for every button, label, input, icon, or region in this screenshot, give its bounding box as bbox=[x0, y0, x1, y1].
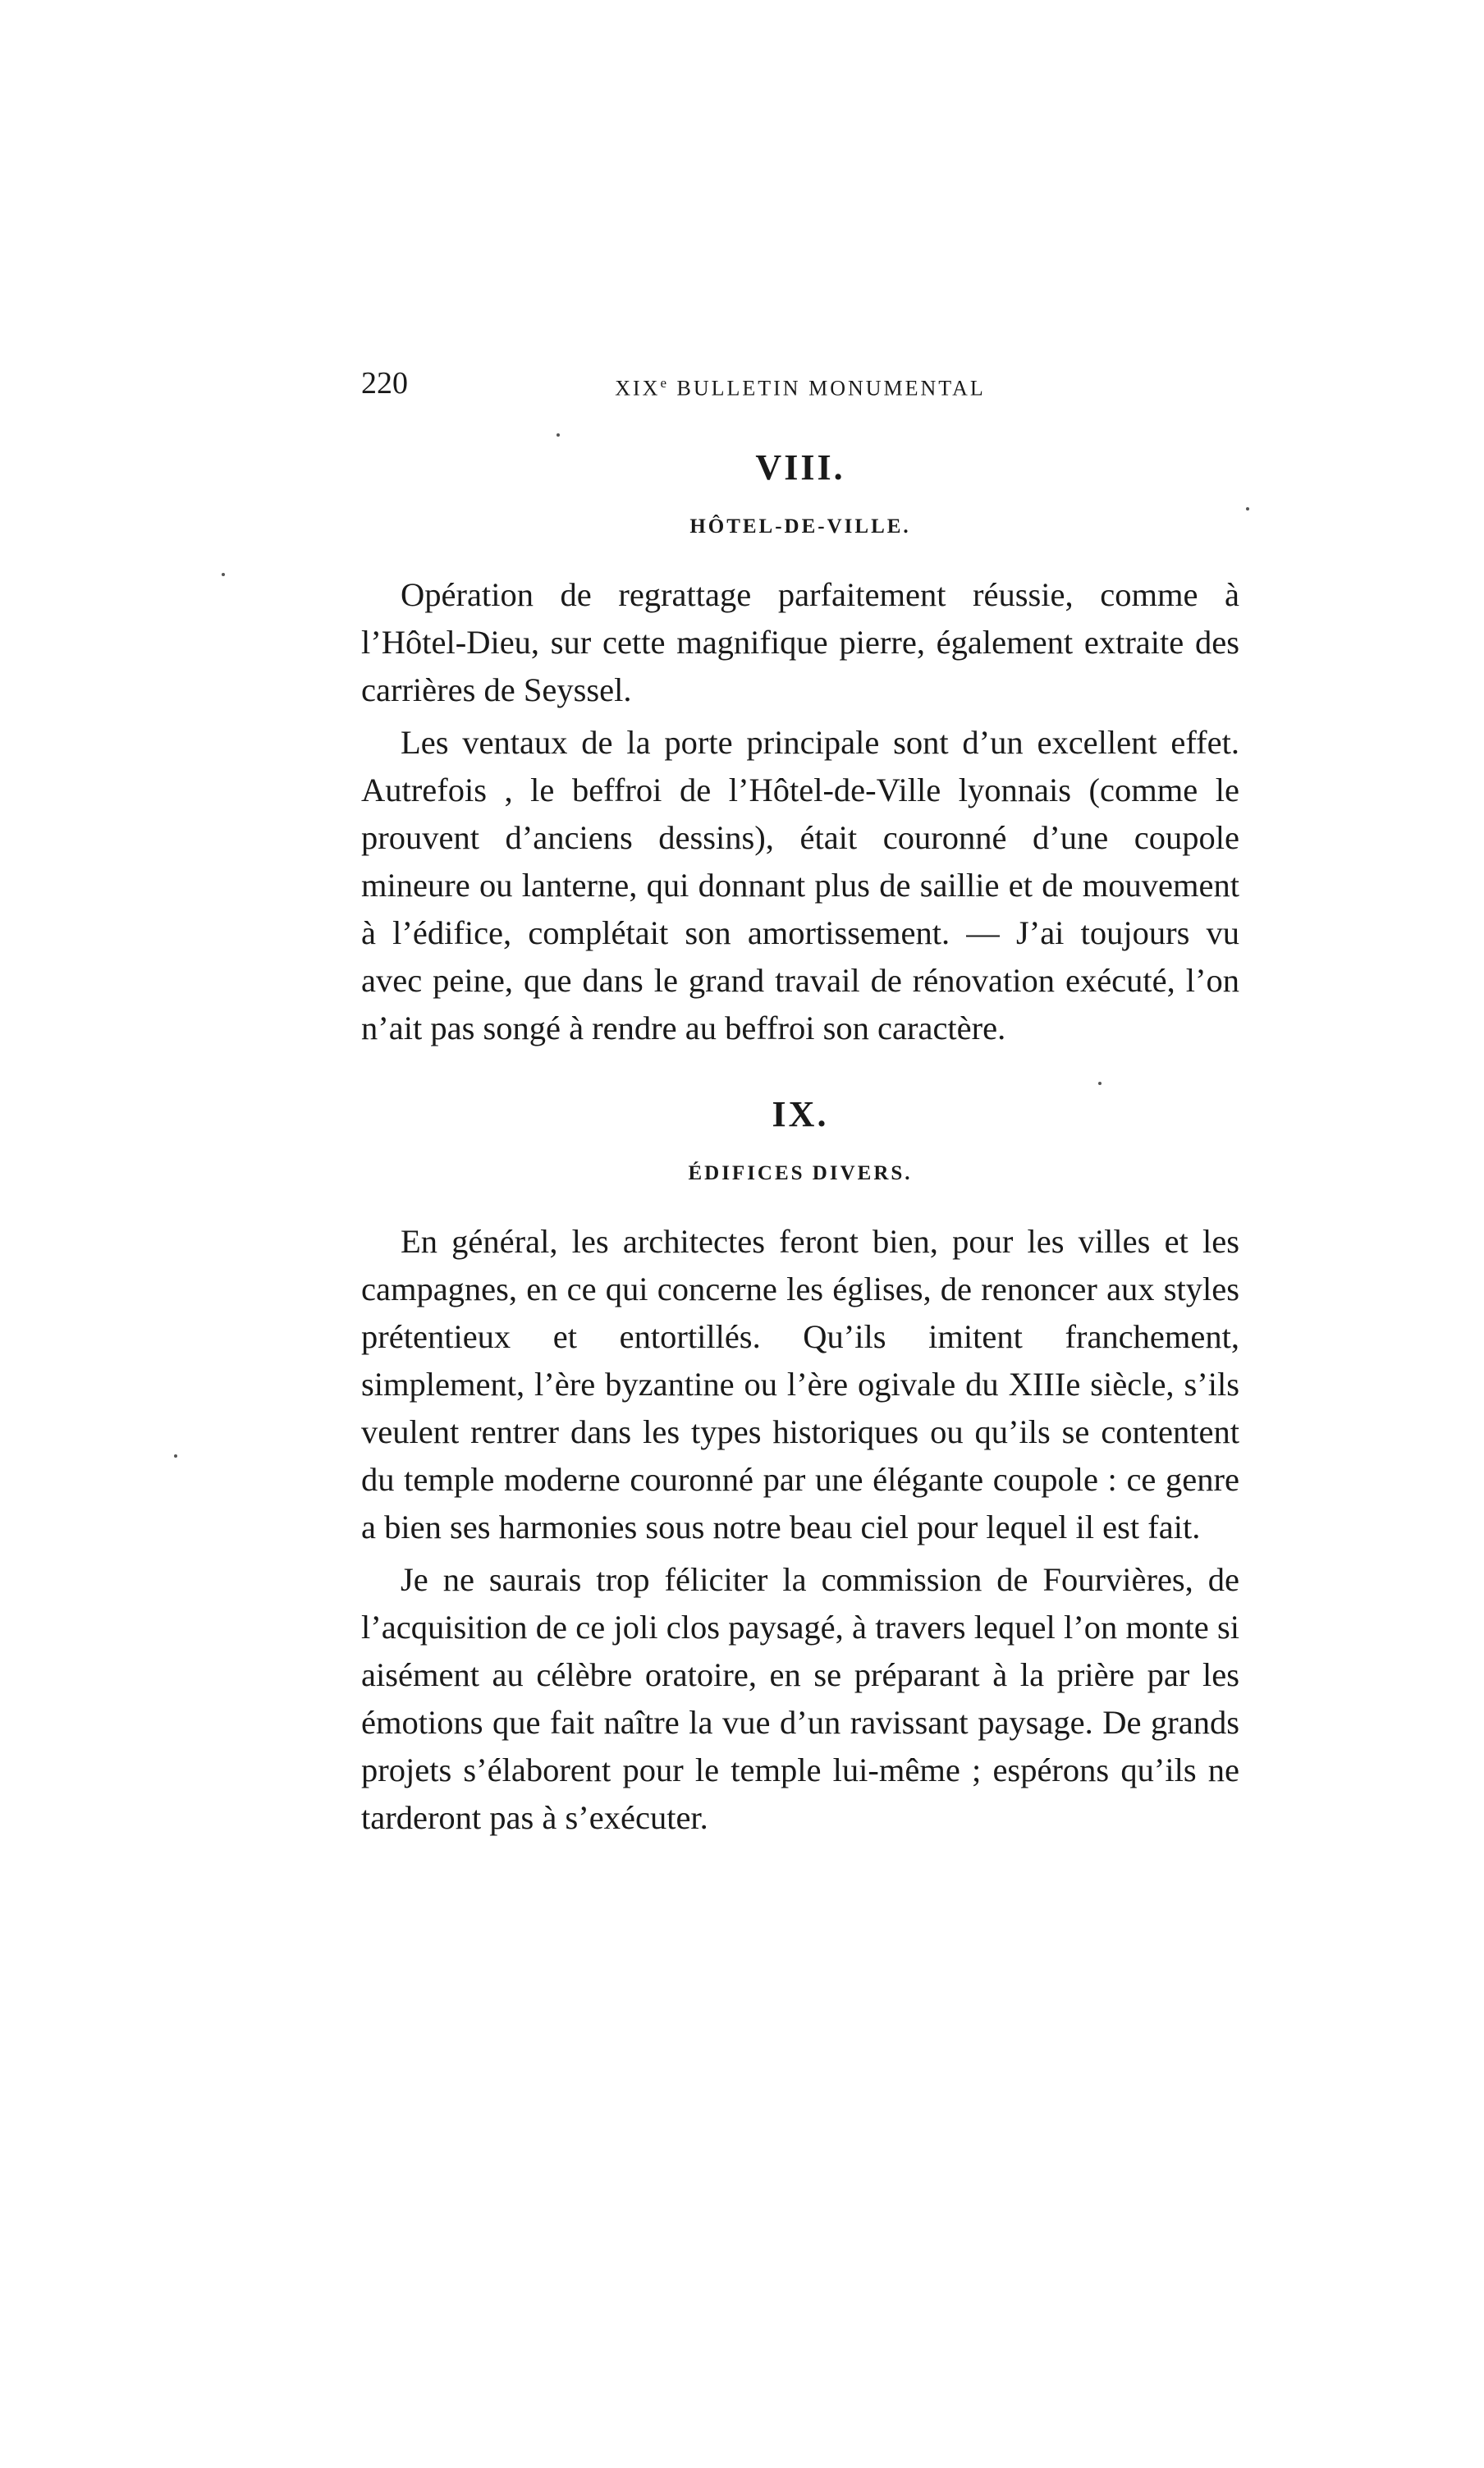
running-title bbox=[361, 359, 1239, 414]
section-number: IX. bbox=[772, 1094, 829, 1134]
section-title: ÉDIFICES DIVERS. bbox=[688, 1162, 913, 1184]
paper-speck bbox=[174, 1454, 177, 1458]
paper-speck bbox=[222, 573, 225, 576]
section-title: HÔTEL-DE-VILLE. bbox=[689, 515, 911, 538]
section-spacer bbox=[361, 1057, 1239, 1090]
running-head bbox=[361, 359, 1239, 408]
paragraph: Je ne saurais trop féliciter la commission de Fourvières, de l’acquisition de ce joli clos paysagé, à travers lequel l’on monte si aisément au célèbre oratoire, en se préparant à la prière par les émotions que fait naître la vue d’un ravissant paysage. De grands projets s’élaborent pour le temple lui-même ; espérons qu’ils ne tarderont pas à s’exécuter. bbox=[361, 1561, 1239, 1836]
running-title-superscript: e bbox=[660, 375, 669, 391]
paper-speck bbox=[1098, 1082, 1102, 1085]
paragraph: Opération de regrattage parfaitement réussie, comme à l’Hôtel-Dieu, sur cette magnifique pierre, également extraite des carrières de Seyssel. bbox=[361, 576, 1239, 708]
section-number: VIII. bbox=[755, 447, 845, 488]
paper-speck bbox=[556, 433, 560, 437]
page-body bbox=[361, 443, 1239, 1847]
paragraph: En général, les architectes feront bien, pour les villes et les campagnes, en ce qui concerne les églises, de renoncer aux styles prétentieux et entortillés. Qu’ils imitent franchement, simplement, l’ère byzantine ou l’ère ogivale du XIIIe siècle, s’ils veulent rentrer dans les types historiques ou qu’ils se contentent du temple moderne couronné par une élégante coupole : ce genre a bien ses harmonies sous notre beau ciel pour lequel il est fait. bbox=[361, 1223, 1239, 1545]
section-hotel-de-ville bbox=[361, 443, 1239, 1052]
page-number: 220 bbox=[361, 366, 408, 401]
section-edifices-divers bbox=[361, 1090, 1239, 1842]
paragraph: Les ventaux de la porte principale sont d’un excellent effet. Autrefois , le beffroi de l’Hôtel-de-Ville lyonnais (comme le prouvent d’anciens dessins), était couronné d’une coupole mineure ou lanterne, qui donnant plus de saillie et de mouvement à l’édifice, complétait son amortissement. — J’ai toujours vu avec peine, que dans le grand travail de rénovation exécuté, l’on n’ait pas songé à rendre au beffroi son caractère. bbox=[361, 724, 1239, 1046]
paper-speck bbox=[1246, 507, 1249, 511]
running-title-prefix: XIX bbox=[615, 376, 661, 401]
running-title-text: BULLETIN MONUMENTAL bbox=[669, 376, 986, 401]
